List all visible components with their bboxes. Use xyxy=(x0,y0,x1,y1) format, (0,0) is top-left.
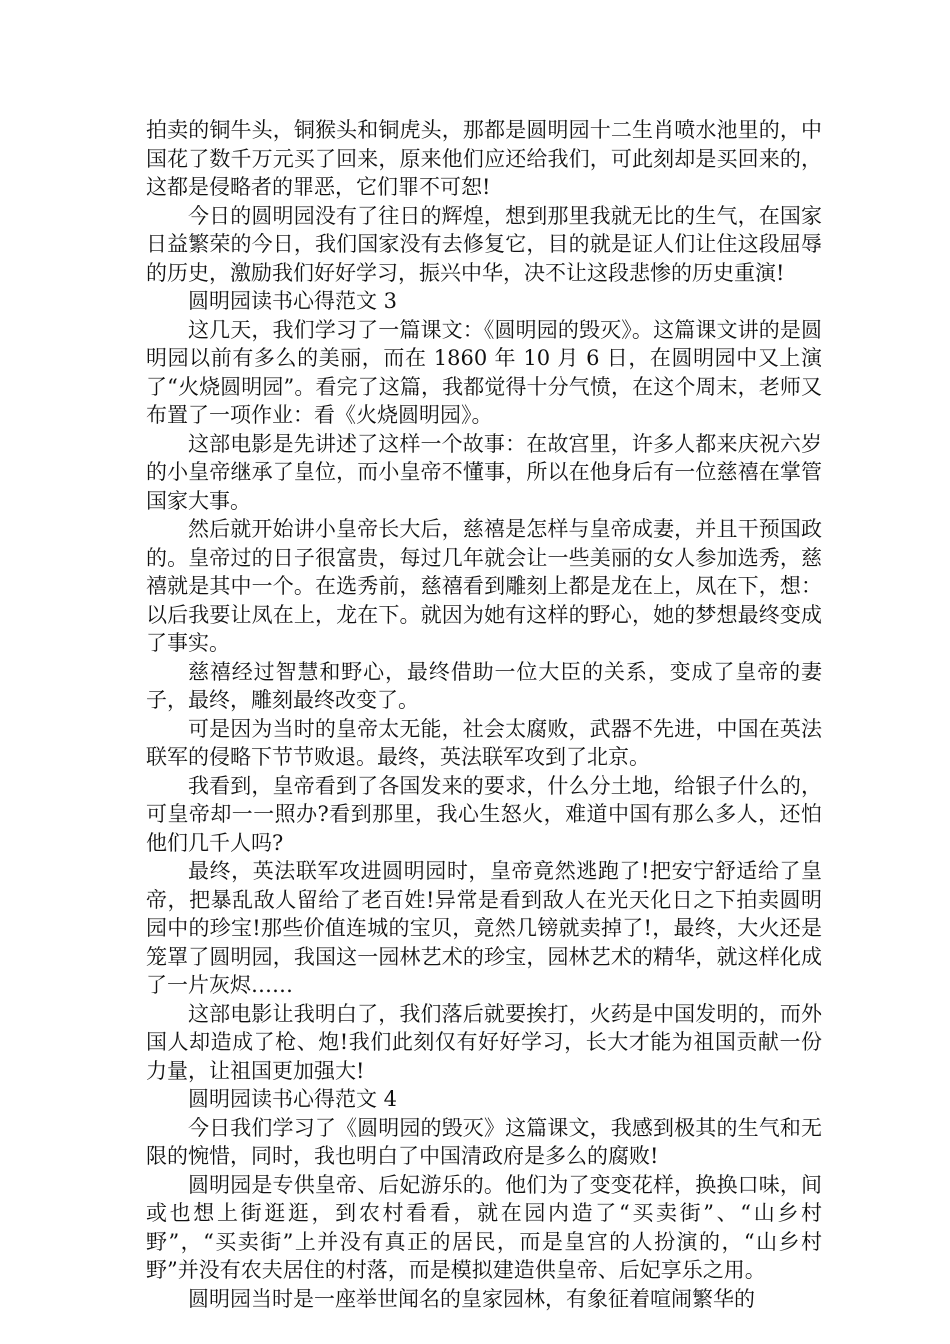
paragraph: 可是因为当时的皇帝太无能，社会太腐败，武器不先进，中国在英法联军的侵略下节节败退。最终，英法联军攻到了北京。 xyxy=(146,716,822,769)
document-page xyxy=(146,116,822,1313)
section-heading: 圆明园读书心得范文 3 xyxy=(188,289,398,313)
paragraph: 圆明园是专供皇帝、后妃游乐的。他们为了变变花样，换换口味，间或也想上街逛逛，到农村看看，就在园内造了“买卖街”、“山乡村野”，“买卖街”上并没有真正的居民，而是皇宫的人扮演的，“山乡村野”并没有农夫居住的村落，而是模拟建造供皇帝、后妃享乐之用。 xyxy=(146,1172,822,1282)
paragraph: 圆明园当时是一座举世闻名的皇家园林，有象征着喧闹繁华的 xyxy=(188,1286,755,1311)
paragraph: 今日的圆明园没有了往日的辉煌，想到那里我就无比的生气，在国家日益繁荣的今日，我们国家没有去修复它，目的就是证人们让住这段屈辱的历史，激励我们好好学习，振兴中华，决不让这段悲惨的历史重演! xyxy=(146,203,822,285)
paragraph: 慈禧经过智慧和野心，最终借助一位大臣的关系，变成了皇帝的妻子，最终，雕刻最终改变了。 xyxy=(146,659,822,712)
paragraph: 然后就开始讲小皇帝长大后，慈禧是怎样与皇帝成妻，并且干预国政的。皇帝过的日子很富贵，每过几年就会让一些美丽的女人参加选秀，慈禧就是其中一个。在选秀前，慈禧看到雕刻上都是龙在上，凤在下，想：以后我要让凤在上，龙在下。就因为她有这样的野心，她的梦想最终变成了事实。 xyxy=(146,517,822,655)
section-heading: 圆明园读书心得范文 4 xyxy=(188,1087,398,1111)
paragraph: 这几天，我们学习了一篇课文：《圆明园的毁灭》。这篇课文讲的是圆明园以前有多么的美丽，而在 1860 年 10 月 6 日，在圆明园中又上演了“火烧圆明园”。看完了这篇，我都觉得十分气愤，在这个周末，老师又布置了一项作业：看《火烧圆明园》。 xyxy=(146,317,822,427)
paragraph: 拍卖的铜牛头，铜猴头和铜虎头，那都是圆明园十二生肖喷水池里的，中国花了数千万元买了回来，原来他们应还给我们，可此刻却是买回来的，这都是侵略者的罪恶，它们罪不可恕! xyxy=(146,118,822,199)
paragraph: 我看到，皇帝看到了各国发来的要求，什么分土地，给银子什么的，可皇帝却一一照办?看到那里，我心生怒火，难道中国有那么多人，还怕他们几千人吗? xyxy=(146,773,822,855)
paragraph: 这部电影是先讲述了这样一个故事：在故宫里，许多人都来庆祝六岁的小皇帝继承了皇位，而小皇帝不懂事，所以在他身后有一位慈禧在掌管国家大事。 xyxy=(146,431,822,513)
paragraph: 这部电影让我明白了，我们落后就要挨打，火药是中国发明的，而外国人却造成了枪、炮!我们此刻仅有好好学习，长大才能为祖国贡献一份力量，让祖国更加强大! xyxy=(146,1001,822,1083)
paragraph: 最终，英法联军攻进圆明园时，皇帝竟然逃跑了!把安宁舒适给了皇帝，把暴乱敌人留给了老百姓!异常是看到敌人在光天化日之下拍卖圆明园中的珍宝!那些价值连城的宝贝，竟然几镑就卖掉了!，最终，大火还是笼罩了圆明园，我国这一园林艺术的珍宝，园林艺术的精华，就这样化成了一片灰烬…… xyxy=(146,859,822,997)
paragraph: 今日我们学习了《圆明园的毁灭》这篇课文，我感到极其的生气和无限的惋惜，同时，我也明白了中国清政府是多么的腐败! xyxy=(146,1115,822,1168)
